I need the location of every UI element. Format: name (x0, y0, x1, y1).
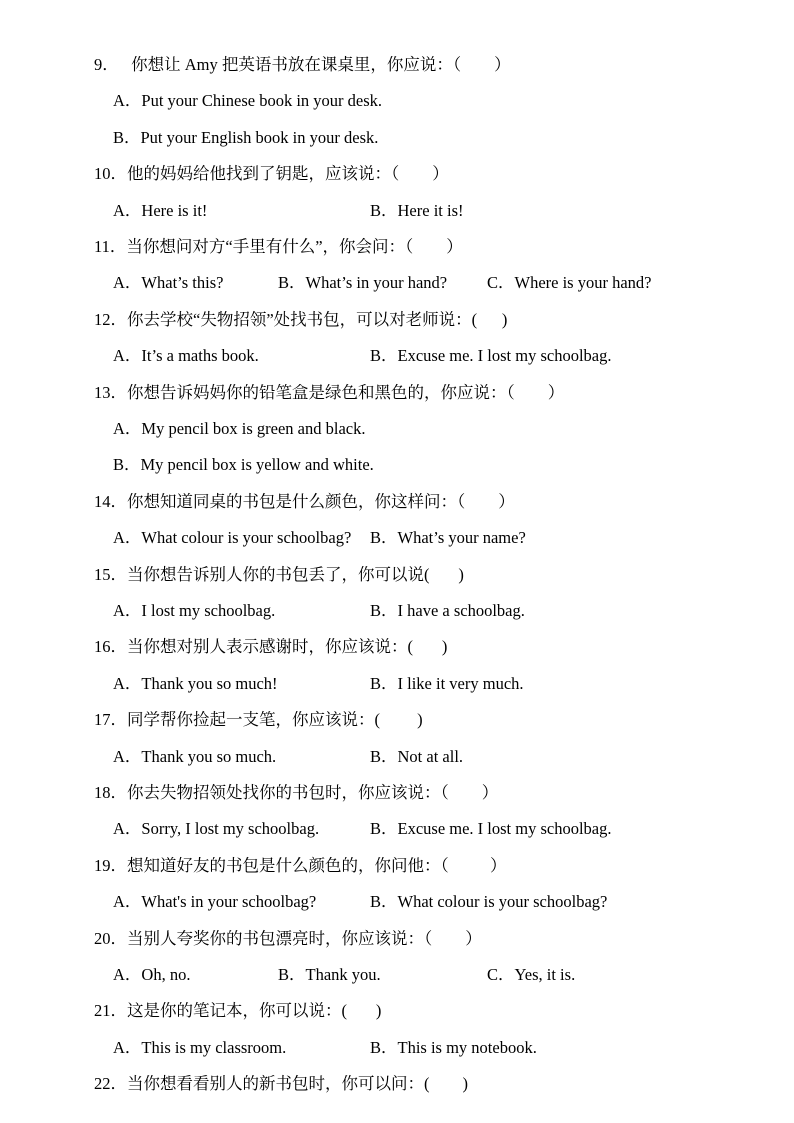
answer-option[interactable]: B．Thank you. (278, 965, 381, 984)
question-stem: 10．他的妈妈给他找到了钥匙，应该说：（ ） (94, 164, 449, 184)
answer-option[interactable]: B．Excuse me. I lost my schoolbag. (370, 346, 612, 366)
answer-option[interactable]: B．What’s in your hand? (278, 273, 448, 293)
question-stem: 13．你想告诉妈妈你的铅笔盒是绿色和黑色的，你应说：（ ） (94, 382, 565, 402)
option-row (113, 453, 713, 477)
answer-option[interactable]: B．Here it is! (370, 200, 464, 220)
option-row (113, 199, 713, 223)
option-row (113, 672, 713, 696)
question-stem: 21．这是你的笔记本，你可以说：( ) (94, 1001, 382, 1021)
answer-option[interactable]: B．I like it very much. (370, 673, 524, 693)
question-stem: 15．当你想告诉别人你的书包丢了，你可以说( ) (94, 564, 464, 584)
answer-option[interactable]: A．Here is it! (113, 200, 208, 220)
question-stem: 12．你去学校“失物招领”处找书包，可以对老师说：( ) (94, 309, 508, 329)
question-stem: 16．当你想对别人表示感谢时，你应该说：( ) (94, 637, 448, 657)
option-row (113, 417, 713, 441)
option-row (113, 890, 713, 914)
answer-option[interactable]: B．I have a schoolbag. (370, 601, 525, 620)
answer-option[interactable]: B．Excuse me. I lost my schoolbag. (370, 819, 612, 839)
option-row (113, 526, 713, 550)
question-stem: 9． 你想让 Amy 把英语书放在课桌里，你应说：（ ） (94, 55, 511, 74)
answer-option[interactable]: A．I lost my schoolbag. (113, 601, 276, 620)
answer-option[interactable]: A．Put your Chinese book in your desk. (113, 91, 383, 111)
answer-option[interactable]: A．My pencil box is green and black. (113, 419, 366, 438)
option-row (113, 126, 713, 150)
answer-option[interactable]: A．Sorry, I lost my schoolbag. (113, 819, 320, 839)
option-row (113, 344, 713, 368)
answer-option[interactable]: B．What colour is your schoolbag? (370, 892, 608, 912)
option-row (113, 89, 713, 113)
option-row (113, 1036, 713, 1060)
answer-option[interactable]: B．My pencil box is yellow and white. (113, 455, 374, 475)
question-stem: 22．当你想看看别人的新书包时，你可以问：( ) (94, 1074, 468, 1094)
question-stem: 18．你去失物招领处找你的书包时，你应该说：（ ） (94, 783, 499, 802)
answer-option[interactable]: A．Thank you so much. (113, 746, 277, 766)
answer-option[interactable]: B．Not at all. (370, 746, 464, 766)
answer-option[interactable]: C．Where is your hand? (487, 273, 652, 293)
question-stem: 17．同学帮你捡起一支笔，你应该说：( ) (94, 710, 423, 730)
answer-option[interactable]: A．What's in your schoolbag? (113, 892, 317, 912)
question-stem: 11．当你想问对方“手里有什么”，你会问：（ ） (94, 237, 463, 256)
option-row (113, 271, 713, 295)
question-stem: 14．你想知道同桌的书包是什么颜色，你这样问：（ ） (94, 491, 515, 511)
answer-option[interactable]: B．This is my notebook. (370, 1037, 537, 1057)
answer-option[interactable]: A．Thank you so much! (113, 673, 278, 693)
answer-option[interactable]: A．Oh, no. (113, 965, 191, 984)
question-stem: 20．当别人夸奖你的书包漂亮时，你应该说：（ ） (94, 928, 482, 948)
answer-option[interactable]: B．Put your English book in your desk. (113, 127, 379, 147)
option-row (113, 817, 713, 841)
option-row (113, 745, 713, 769)
answer-option[interactable]: A．What’s this? (113, 273, 224, 293)
question-stem: 19．想知道好友的书包是什么颜色的，你问他：（ ） (94, 855, 507, 875)
answer-option[interactable]: A．This is my classroom. (113, 1037, 287, 1057)
answer-option[interactable]: C．Yes, it is. (487, 965, 576, 984)
answer-option[interactable]: B．What’s your name? (370, 528, 526, 548)
option-row (113, 963, 713, 987)
option-row (113, 599, 713, 623)
answer-option[interactable]: A．It’s a maths book. (113, 346, 259, 366)
answer-option[interactable]: A．What colour is your schoolbag? (113, 528, 352, 548)
